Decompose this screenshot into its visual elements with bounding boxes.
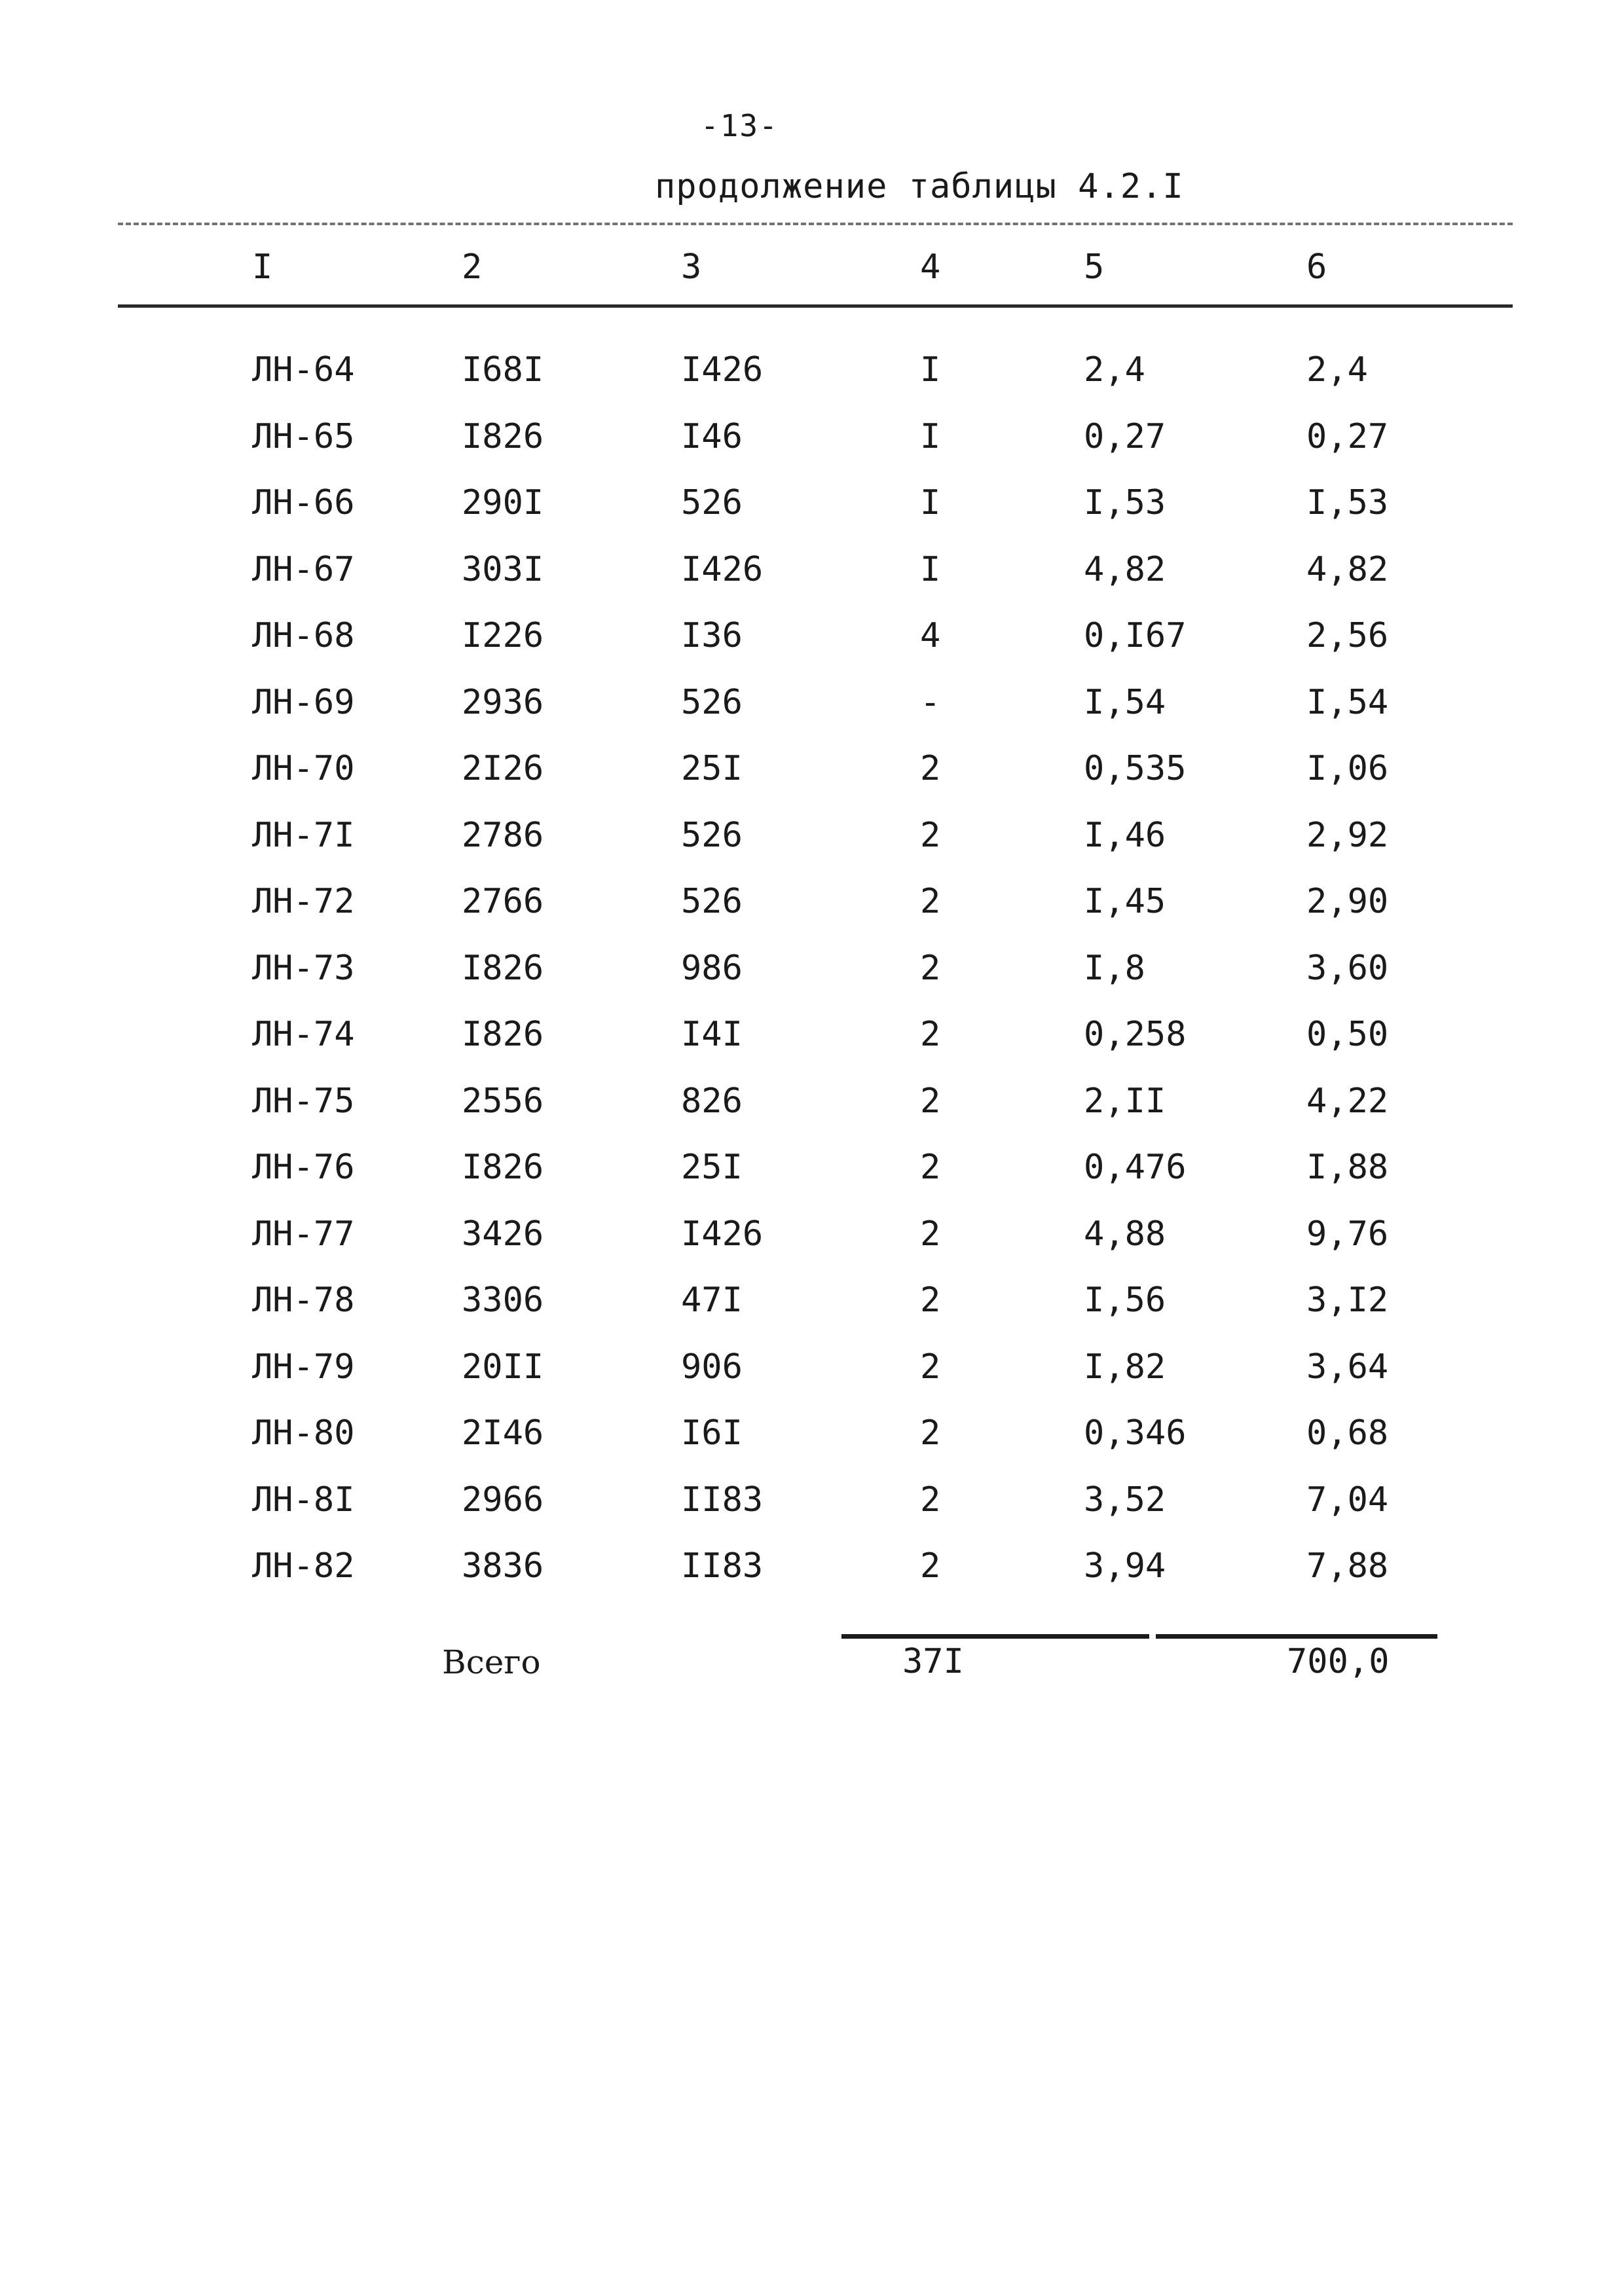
table-cell-col4: 2 [920, 1281, 941, 1320]
table-cell-col3: I4I [681, 1015, 743, 1054]
table-cell-col1: ЛН-80 [252, 1413, 355, 1453]
table-cell-col5: 0,346 [1084, 1413, 1187, 1453]
page-number: -13- [701, 108, 779, 143]
table-cell-col1: ЛН-73 [252, 948, 355, 988]
table-cell-col4: - [920, 682, 941, 722]
table-cell-col6: 0,68 [1306, 1413, 1389, 1453]
table-cell-col2: 3836 [462, 1546, 544, 1586]
table-cell-col4: 4 [920, 616, 941, 655]
table-cell-col3: I36 [681, 616, 743, 655]
table-cell-col2: 2I46 [462, 1413, 544, 1453]
table-cell-col5: 2,II [1084, 1081, 1166, 1121]
table-cell-col2: I68I [462, 350, 544, 390]
table-cell-col3: I6I [681, 1413, 743, 1453]
table-cell-col1: ЛН-64 [252, 350, 355, 390]
table-cell-col2: 3306 [462, 1281, 544, 1320]
table-cell-col3: I426 [681, 350, 764, 390]
table-cell-col4: 2 [920, 749, 941, 788]
table-cell-col6: 7,88 [1306, 1546, 1389, 1586]
total-rule-left [841, 1634, 1149, 1639]
table-cell-col2: 290I [462, 483, 544, 522]
table-cell-col5: 2,4 [1084, 350, 1145, 390]
table-cell-col1: ЛН-77 [252, 1214, 355, 1254]
table-cell-col4: 2 [920, 1148, 941, 1187]
table-cell-col5: I,46 [1084, 815, 1166, 855]
table-cell-col5: I,54 [1084, 682, 1166, 722]
table-cell-col2: I826 [462, 416, 544, 456]
column-header-6: 6 [1306, 247, 1327, 287]
table-cell-col3: 25I [681, 749, 743, 788]
column-header-5: 5 [1084, 247, 1105, 287]
table-cell-col3: 526 [681, 882, 743, 921]
header-bottom-rule [118, 304, 1513, 308]
table-cell-col4: 2 [920, 1081, 941, 1121]
table-cell-col2: I826 [462, 948, 544, 988]
table-cell-col3: 826 [681, 1081, 743, 1121]
total-col4: 37I [902, 1642, 964, 1681]
table-cell-col4: 2 [920, 1214, 941, 1254]
table-cell-col3: I426 [681, 1214, 764, 1254]
table-cell-col3: 906 [681, 1347, 743, 1387]
table-cell-col5: 3,52 [1084, 1480, 1166, 1520]
column-header-2: 2 [462, 247, 483, 287]
table-cell-col6: I,53 [1306, 483, 1389, 522]
table-cell-col4: 2 [920, 1546, 941, 1586]
table-cell-col3: 25I [681, 1148, 743, 1187]
total-col6: 700,0 [1287, 1642, 1390, 1681]
table-cell-col5: I,53 [1084, 483, 1166, 522]
table-cell-col6: 3,64 [1306, 1347, 1389, 1387]
table-cell-col5: 0,27 [1084, 416, 1166, 456]
table-cell-col2: 2I26 [462, 749, 544, 788]
table-cell-col1: ЛН-68 [252, 616, 355, 655]
table-cell-col6: 4,22 [1306, 1081, 1389, 1121]
table-cell-col3: 986 [681, 948, 743, 988]
table-cell-col5: 0,476 [1084, 1148, 1187, 1187]
table-cell-col1: ЛН-74 [252, 1015, 355, 1054]
table-cell-col2: I826 [462, 1015, 544, 1054]
header-top-rule [118, 223, 1513, 225]
total-rule-right [1156, 1634, 1437, 1639]
table-cell-col6: I,54 [1306, 682, 1389, 722]
table-cell-col2: 2786 [462, 815, 544, 855]
table-cell-col4: 2 [920, 1347, 941, 1387]
table-cell-col1: ЛН-76 [252, 1148, 355, 1187]
table-cell-col5: 0,I67 [1084, 616, 1187, 655]
table-cell-col2: 2556 [462, 1081, 544, 1121]
table-cell-col6: 2,92 [1306, 815, 1389, 855]
table-cell-col6: 0,27 [1306, 416, 1389, 456]
table-cell-col6: 9,76 [1306, 1214, 1389, 1254]
table-caption: продолжение таблицы 4.2.I [655, 167, 1184, 206]
table-cell-col4: 2 [920, 948, 941, 988]
table-cell-col1: ЛН-67 [252, 549, 355, 589]
table-cell-col1: ЛН-82 [252, 1546, 355, 1586]
table-cell-col3: 526 [681, 682, 743, 722]
table-cell-col2: 2766 [462, 882, 544, 921]
table-cell-col3: II83 [681, 1480, 764, 1520]
table-cell-col6: 3,60 [1306, 948, 1389, 988]
table-cell-col3: 47I [681, 1281, 743, 1320]
table-cell-col5: 3,94 [1084, 1546, 1166, 1586]
table-cell-col6: I,06 [1306, 749, 1389, 788]
table-cell-col3: 526 [681, 483, 743, 522]
table-cell-col1: ЛН-75 [252, 1081, 355, 1121]
table-cell-col2: I826 [462, 1148, 544, 1187]
table-cell-col2: 2966 [462, 1480, 544, 1520]
table-cell-col4: 2 [920, 1480, 941, 1520]
table-cell-col4: 2 [920, 1413, 941, 1453]
total-label: Всего [442, 1643, 541, 1681]
table-cell-col1: ЛН-69 [252, 682, 355, 722]
table-cell-col4: I [920, 350, 941, 390]
table-cell-col2: I226 [462, 616, 544, 655]
table-cell-col2: 2936 [462, 682, 544, 722]
table-cell-col4: 2 [920, 882, 941, 921]
table-cell-col3: I46 [681, 416, 743, 456]
table-cell-col6: 2,4 [1306, 350, 1368, 390]
table-cell-col1: ЛН-8I [252, 1480, 355, 1520]
table-cell-col1: ЛН-79 [252, 1347, 355, 1387]
table-cell-col6: 0,50 [1306, 1015, 1389, 1054]
table-cell-col4: I [920, 549, 941, 589]
column-header-4: 4 [920, 247, 941, 287]
table-cell-col4: 2 [920, 815, 941, 855]
table-cell-col2: 3426 [462, 1214, 544, 1254]
table-cell-col6: 4,82 [1306, 549, 1389, 589]
table-cell-col1: ЛН-66 [252, 483, 355, 522]
table-cell-col6: 2,90 [1306, 882, 1389, 921]
table-cell-col5: I,8 [1084, 948, 1145, 988]
table-cell-col3: I426 [681, 549, 764, 589]
table-cell-col5: I,82 [1084, 1347, 1166, 1387]
table-cell-col6: I,88 [1306, 1148, 1389, 1187]
table-cell-col1: ЛН-65 [252, 416, 355, 456]
table-cell-col2: 303I [462, 549, 544, 589]
table-cell-col1: ЛН-70 [252, 749, 355, 788]
table-cell-col5: 0,258 [1084, 1015, 1187, 1054]
table-cell-col6: 2,56 [1306, 616, 1389, 655]
column-header-1: I [252, 247, 273, 287]
table-cell-col6: 7,04 [1306, 1480, 1389, 1520]
table-cell-col1: ЛН-7I [252, 815, 355, 855]
table-cell-col1: ЛН-78 [252, 1281, 355, 1320]
table-cell-col3: II83 [681, 1546, 764, 1586]
table-cell-col5: 4,88 [1084, 1214, 1166, 1254]
table-cell-col3: 526 [681, 815, 743, 855]
table-cell-col4: 2 [920, 1015, 941, 1054]
table-cell-col5: I,56 [1084, 1281, 1166, 1320]
table-cell-col5: 4,82 [1084, 549, 1166, 589]
table-cell-col5: I,45 [1084, 882, 1166, 921]
table-cell-col6: 3,I2 [1306, 1281, 1389, 1320]
table-cell-col4: I [920, 483, 941, 522]
table-cell-col1: ЛН-72 [252, 882, 355, 921]
table-cell-col2: 20II [462, 1347, 544, 1387]
column-header-3: 3 [681, 247, 702, 287]
table-cell-col5: 0,535 [1084, 749, 1187, 788]
table-cell-col4: I [920, 416, 941, 456]
